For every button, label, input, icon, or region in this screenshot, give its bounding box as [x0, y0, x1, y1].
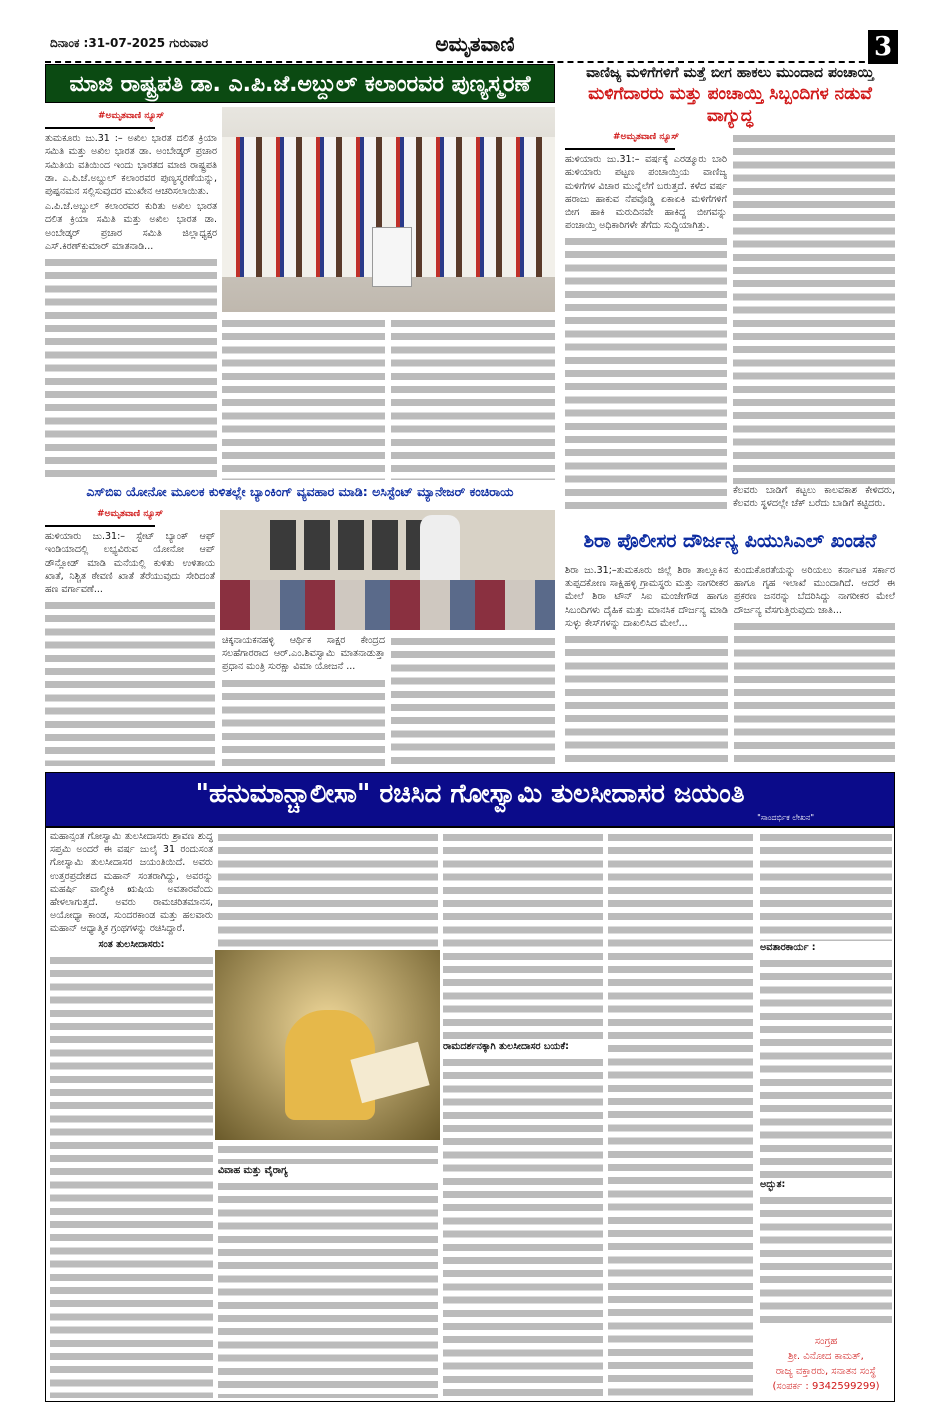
kalam-column-2 — [222, 316, 385, 480]
masthead: ಅಮೃತವಾಣಿ — [435, 32, 515, 56]
credit-name: ಶ್ರೀ. ವಿನೋದ ಕಾಮತ್, — [788, 1351, 864, 1363]
page-number: 3 — [868, 30, 898, 64]
kalam-paragraph: ತುಮಕೂರು ಜು.31 :– ಅಖಿಲ ಭಾರತ ದಲಿತ ಕ್ರಿಯಾ ಸಮಿತಿ ಮತ್ತು ಅಖಿಲ ಭಾರತ ಡಾ. ಅಂಬೇಡ್ಕರ್ ಪ್ರಚಾರ ಸಮಿತಿಯ ವತಿಯಿಂದ ಇಂದು ಭಾರತದ ಮಾಜಿ ರಾಷ್ಟ್ರಪತಿ ಡಾ. ಎ.ಪಿ.ಜೆ.ಅಬ್ದುಲ್ ಕಲಾಂರವರ ಪುಣ್ಯಸ್ಮರಣೆಯನ್ನು, ಪುಷ್ಪನಮನ ಸಲ್ಲಿಸುವುದರ ಮುಖೇನ ಆಚರಿಸಲಾಯಿತು. — [45, 133, 217, 198]
sbi-column-2 — [222, 634, 385, 766]
credit-role: ರಾಜ್ಯ ವಕ್ತಾರರು, ಸನಾತನ ಸಂಸ್ಥೆ — [775, 1366, 877, 1378]
tulsidas-column-5 — [760, 830, 892, 1398]
header-divider — [45, 61, 895, 63]
news-tag: #ಅಮೃತವಾಣಿ ನ್ಯೂಸ್ — [613, 132, 679, 142]
shops-article — [565, 64, 895, 512]
photo-caption: ಚಿಕ್ಕನಾಯಕನಹಳ್ಳಿ ಆರ್ಥಿಕ ಸಾಕ್ಷರ ಕೇಂದ್ರದ ಸಲಹೆಗಾರರಾದ ಆರ್.ಎಂ.ಶಿವಸ್ವಾಮಿ ಮಾತನಾಡುತ್ತಾ ಪ್ರಧಾನ ಮಂತ್ರಿ ಸುರಕ್ಷಾ ವಿಮಾ ಯೋಜನೆ ... — [222, 635, 385, 673]
sbi-meeting-photo — [220, 510, 555, 630]
sira-headline: ಶಿರಾ ಪೊಲೀಸರ ದೌರ್ಜನ್ಯ ಪಿಯುಸಿಎಲ್ ಖಂಡನೆ — [583, 530, 877, 552]
sira-column-1 — [565, 564, 728, 766]
subheading: ವಿವಾಹ ಮತ್ತು ವೈರಾಗ್ಯ — [218, 1165, 288, 1176]
shops-subheadline: ಮಳಿಗೆದಾರರು ಮತ್ತು ಪಂಚಾಯ್ತಿ ಸಿಬ್ಬಂದಿಗಳ ನಡುವೆ ವಾಗ್ಯುದ್ಧ — [588, 84, 872, 126]
shops-column-2 — [733, 131, 895, 512]
tulsidas-column-2-bottom — [218, 1142, 438, 1398]
kalam-column-3 — [391, 316, 555, 480]
tulsidas-banner — [45, 772, 895, 827]
tulsidas-column-3 — [443, 830, 603, 1398]
subheading: ಅದ್ಭುತ: — [760, 1178, 786, 1190]
tulsidas-headline: "ಹನುಮಾನ್ಚಾಲೀಸಾ" ರಚಿಸಿದ ಗೋಸ್ವಾಮಿ ತುಲಸೀದಾಸರ ಜಯಂತಿ — [195, 779, 745, 809]
credit-contact: (ಸಂಪರ್ಕ : 9342599299) — [772, 1381, 880, 1393]
kalam-column-1 — [45, 110, 217, 480]
kalam-paragraph: ಎ.ಪಿ.ಜೆ.ಅಬ್ದುಲ್ ಕಲಾಂರವರ ಕುರಿತು ಅಖಿಲ ಭಾರತ ದಲಿತ ಕ್ರಿಯಾ ಸಮಿತಿ ಮತ್ತು ಅಖಿಲ ಭಾರತ ಡಾ. ಅಂಬೇಡ್ಕರ್ ಪ್ರಚಾರ ಸಮಿತಿ ಜಿಲ್ಲಾಧ್ಯಕ್ಷರ ಎಸ್.ಕಿರಣ್‌ಕುಮಾರ್ ಮಾತನಾಡಿ... — [45, 201, 217, 252]
shops-headline: ವಾಣಿಜ್ಯ ಮಳಿಗೆಗಳಿಗೆ ಮತ್ತೆ ಬೀಗ ಹಾಕಲು ಮುಂದಾದ ಪಂಚಾಯ್ತಿ — [586, 65, 874, 81]
tulsidas-column-2-top — [218, 830, 438, 948]
sbi-paragraph: ಹುಳಿಯಾರು ಜು.31:– ಸ್ಟೇಟ್ ಬ್ಯಾಂಕ್ ಆಫ್ ಇಂಡಿಯಾದಲ್ಲಿ ಲಭ್ಯವಿರುವ ಯೋನೋ ಆಪ್ ಡೌನ್ಲೋಡ್ ಮಾಡಿ ಮನೆಯಲ್ಲಿ ಕುಳಿತು ಉಳಿತಾಯ ಖಾತೆ, ನಿಶ್ಚಿತ ಠೇವಣಿ ಖಾತೆ ತೆರೆಯುವುದು ಸೇರಿದಂತೆ ಹಣ ವರ್ಗಾವಣೆ... — [45, 531, 215, 596]
sbi-headline: ಎಸ್‌ಬಿಐ ಯೋನೋ ಮೂಲಕ ಕುಳಿತಲ್ಲೇ ಬ್ಯಾಂಕಿಂಗ್ ವ್ಯವಹಾರ ಮಾಡಿ: ಅಸಿಸ್ಟೆಂಟ್ ಮ್ಯಾನೇಜರ್ ಕಂಚಿರಾಯ — [86, 484, 514, 499]
article-type-label: "ಸಾಂದರ್ಭಿಕ ಲೇಖನ" — [757, 813, 814, 822]
sira-paragraph: ಕುಂದುಕೊರತೆಯನ್ನು ಅರಿಯಲು ಕರ್ನಾಟಕ ಸರ್ಕಾರ ಹಾಗೂ ಗೃಹ ಇಲಾಖೆ ಮುಂದಾಗಿದೆ. ಆದರೆ ಈ ಪ್ರಕರಣ ಜನರನ್ನು ಬೆದರಿಸಿದ್ದು ನಾಗರೀಕರ ಮೇಲೆ ದೌರ್ಜನ್ಯ ವೆಸಗುತ್ತಿರುವುದು ಜಾತಿ... — [734, 565, 895, 616]
news-tag: #ಅಮೃತವಾಣಿ ನ್ಯೂಸ್ — [97, 509, 163, 519]
sbi-column-1 — [45, 508, 215, 766]
kalam-tribute-photo — [222, 107, 555, 312]
tulsidas-column-4 — [608, 830, 753, 1398]
tulsidas-column-1 — [50, 830, 213, 1398]
shops-column-1 — [565, 131, 727, 512]
subheading: ಸಂತ ತುಲಸೀದಾಸರು: — [98, 938, 165, 950]
author-credit — [760, 1334, 892, 1394]
news-tag: #ಅಮೃತವಾಣಿ ನ್ಯೂಸ್ — [98, 111, 164, 121]
sira-column-2 — [734, 564, 895, 766]
issue-date: ದಿನಾಂಕ :31-07-2025 ಗುರುವಾರ — [50, 36, 209, 50]
credit-label: ಸಂಗ್ರಹ — [814, 1336, 838, 1348]
sbi-column-3 — [391, 634, 555, 766]
subheading: ರಾಮದರ್ಶನಕ್ಕಾಗಿ ತುಲಸೀದಾಸರ ಬಯಕೆ: — [443, 1041, 569, 1052]
tulsidas-paragraph: ಮಹಾನ್ಸಂತ ಗೋಸ್ವಾಮಿ ತುಲಸೀದಾಸರು ಶ್ರಾವಣ ಶುದ್ಧ ಸಪ್ತಮಿ ಅಂದರೆ ಈ ವರ್ಷ ಜುಲೈ 31 ರಂದುಸಂತ ಗೋಸ್ವಾಮಿ ತುಲಸೀದಾಸರ ಜಯಂತಿಯಿದೆ. ಅವರು ಉತ್ತರಪ್ರದೇಶದ ಮಹಾನ್ ಸಂತರಾಗಿದ್ದು, ಅವರನ್ನು ಮಹರ್ಷಿ ವಾಲ್ಮೀಕಿ ಋಷಿಯ ಅವತಾರವೆಂದು ಹೇಳಲಾಗುತ್ತದೆ. ಅವರು ರಾಮಚರಿತಮಾನಸ, ಅಯೋಧ್ಯಾ ಕಾಂಡ, ಸುಂದರಕಾಂಡ ಮತ್ತು ಹಲವಾರು ಮಹಾನ್ ಆಧ್ಯಾತ್ಮಿಕ ಗ್ರಂಥಗಳನ್ನು ರಚಿಸಿದ್ದಾರೆ. — [50, 831, 213, 935]
shops-paragraph: ಹುಳಿಯಾರು ಜು.31:– ವರ್ಷಕ್ಕೆ ಎರಡ್ಮೂರು ಬಾರಿ ಹುಳಿಯಾರು ಪಟ್ಟಣ ಪಂಚಾಯ್ತಿಯ ವಾಣಿಜ್ಯ ಮಳಿಗೆಗಳ ವಿಚಾರ ಮುನ್ನೆಲೆಗೆ ಬರುತ್ತದೆ. ಕಳೆದ ವರ್ಷ ಹರಾಜು ಹಾಕುವ ನೆಪವೊಡ್ಡಿ ಏಕಾಏಕಿ ಮಳಿಗೆಗಳಿಗೆ ಬೀಗ ಹಾಕಿ ಮರುದಿನವೇ ಹಾಕಿದ್ದ ಬೀಗವನ್ನು ಪಂಚಾಯ್ತಿ ಅಧಿಕಾರಿಗಳೇ ತೆಗೆದು ಸುದ್ದಿಯಾಗಿತ್ತು. — [565, 154, 727, 232]
shops-paragraph: ಕೆಲವರು ಬಾಡಿಗೆ ಕಟ್ಟಲು ಕಾಲವಕಾಶ ಕೇಳಿದರು, ಕೆಲವರು ಸ್ಥಳದಲ್ಲೇ ಚೆಕ್ ಬರೆದು ಬಾಡಿಗೆ ಕಟ್ಟಿದರು. — [733, 484, 895, 509]
tulsidas-painting — [215, 950, 440, 1140]
kalam-headline: ಮಾಜಿ ರಾಷ್ಟ್ರಪತಿ ಡಾ. ಎ.ಪಿ.ಜೆ.ಅಬ್ದುಲ್ ಕಲಾಂರವರ ಪುಣ್ಯಸ್ಮರಣೆ — [45, 64, 555, 103]
subheading: ಅವತಾರಕಾರ್ಯ : — [760, 941, 816, 953]
sira-paragraph: ಶಿರಾ ಜು.31;–ತುಮಕೂರು ಜಿಲ್ಲೆ ಶಿರಾ ತಾಲ್ಲೂಕಿನ ತುಪ್ಪದಕೋಣ ಸಾಕ್ಷಿಹಳ್ಳಿ ಗ್ರಾಮಸ್ಥರು ಮತ್ತು ನಾಗರೀಕರ ಮೇಲೆ ಶಿರಾ ಟೌನ್ ಸಿಐ ಮಂಜೇಗೌಡ ಹಾಗೂ ಸಿಬಂದಿಗಳು ದೈಹಿಕ ಮತ್ತು ಮಾನಸಿಕ ದೌರ್ಜನ್ಯ ಮಾಡಿ ಸುಳ್ಳು ಕೇಸ್‌ಗಳನ್ನು ದಾಖಲಿಸಿದ ಮೇಲೆ... — [565, 565, 728, 629]
